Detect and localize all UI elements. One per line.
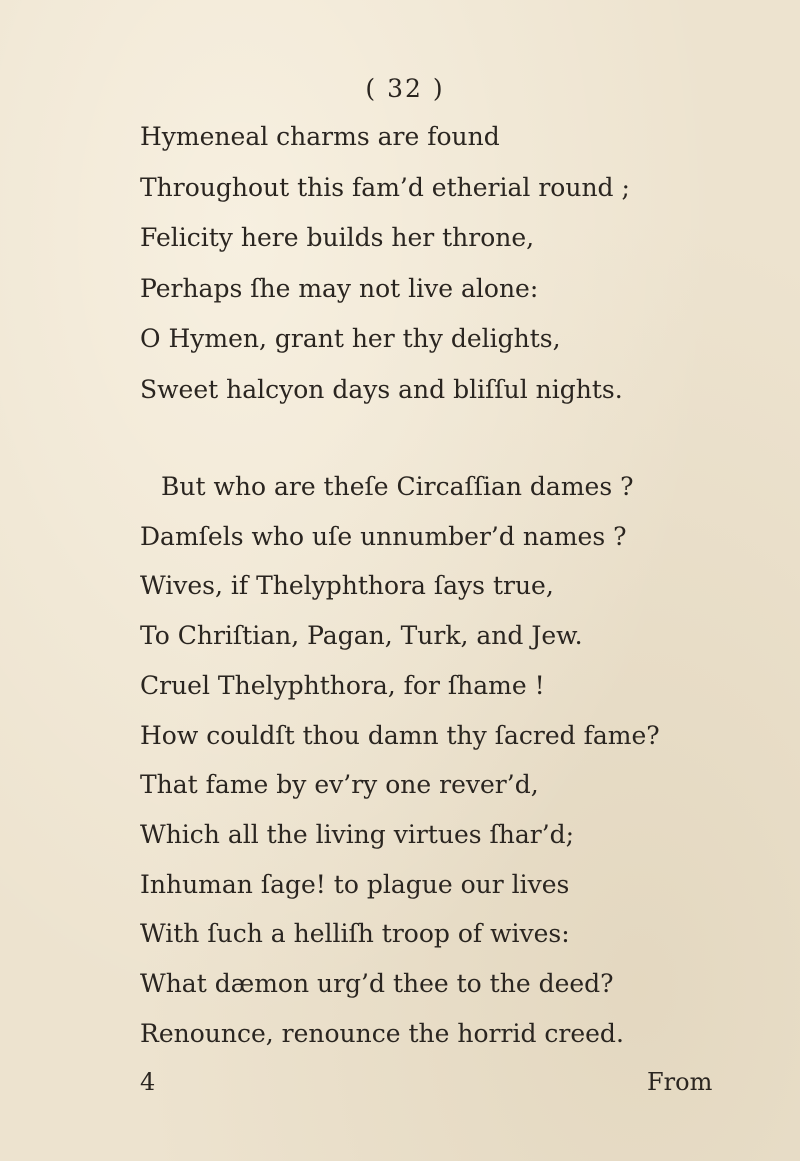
verse-line: With ſuch a helliſh troop of wives: [140,919,570,948]
page-number: ( 32 ) [365,74,445,103]
verse-line: To Chriſtian, Pagan, Turk, and Jew. [140,621,583,650]
verse-line: Inhuman ſage! to plague our lives [140,870,570,899]
verse-line: Throughout this fam’d etherial round ; [140,173,630,202]
verse-line: How couldſt thou damn thy ſacred fame? [140,721,660,750]
verse-line: But who are theſe Circaſſian dames ? [161,472,634,501]
verse-line: O Hymen, grant her thy delights, [140,324,561,353]
verse-line: Which all the living virtues ſhar’d; [140,820,575,849]
verse-line: Sweet halcyon days and bliſſul nights. [140,375,623,404]
verse-line: Cruel Thelyphthora, for ſhame ! [140,671,545,700]
verse-line: Damſels who uſe unnumber’d names ? [140,522,627,551]
catchword: From [647,1068,713,1096]
verse-line: Felicity here builds her throne, [140,223,535,252]
verse-line: Renounce, renounce the horrid creed. [140,1019,624,1048]
signature-mark: 4 [140,1068,156,1096]
verse-line: Perhaps ſhe may not live alone: [140,274,539,303]
verse-line: Hymeneal charms are found [140,122,500,151]
verse-line: What dæmon urg’d thee to the deed? [140,969,614,998]
verse-line: That fame by ev’ry one rever’d, [140,770,539,799]
verse-line: Wives, if Thelyphthora ſays true, [140,571,554,600]
